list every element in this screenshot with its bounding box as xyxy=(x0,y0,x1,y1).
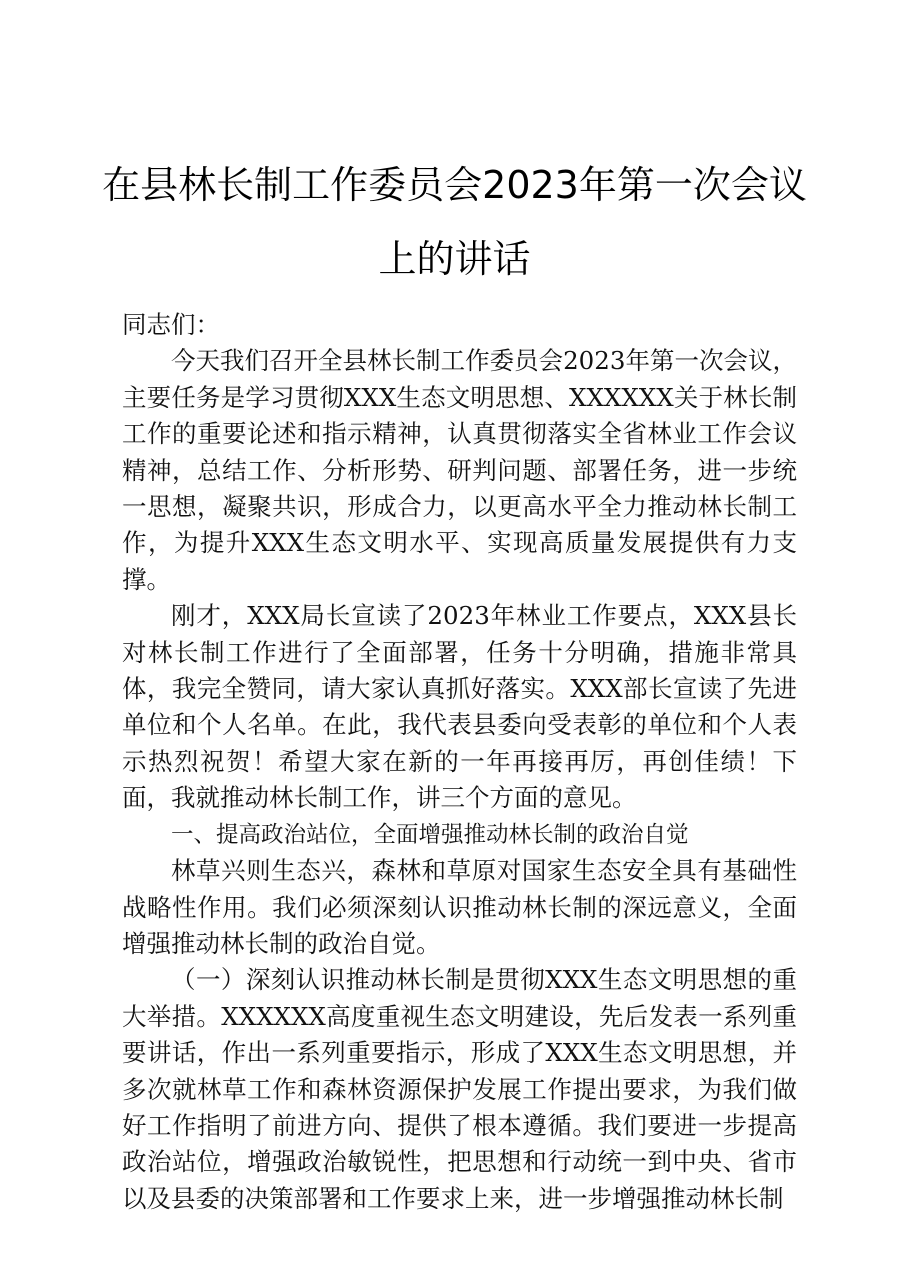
paragraph-opening: 今天我们召开全县林长制工作委员会2023年第一次会议，主要任务是学习贯彻XXX生态文明思想、XXXXXX关于林长制工作的重要论述和指示精神，认真贯彻落实全省林业工作会议精神，总结工作、分析形势、研判问题、部署任务，进一步统一思想，凝聚共识，形成合力，以更高水平全力推动林长制工作，为提升XXX生态文明水平、实现高质量发展提供有力支撑。 xyxy=(122,346,797,594)
document-title: 在县林长制工作委员会2023年第一次会议上的讲话 xyxy=(102,163,807,281)
section-heading: 一、提高政治站位，全面增强推动林长制的政治自觉 xyxy=(171,821,689,848)
document-body xyxy=(122,307,797,1217)
paragraph-remarks: 刚才，XXX局长宣读了2023年林业工作要点，XXX县长对林长制工作进行了全面部署，任务十分明确，措施非常具体，我完全赞同，请大家认真抓好落实。XXX部长宣读了先进单位和个人名单。在此，我代表县委向受表彰的单位和个人表示热烈祝贺！希望大家在新的一年再接再厉，再创佳绩！下面，我就推动林长制工作，讲三个方面的意见。 xyxy=(122,601,797,813)
paragraph-subsection-one: （一）深刻认识推动林长制是贯彻XXX生态文明思想的重大举措。XXXXXX高度重视生态文明建设，先后发表一系列重要讲话，作出一系列重要指示，形成了XXX生态文明思想，并多次就林草工作和森林资源保护发展工作提出要求，为我们做好工作指明了前进方向、提供了根本遵循。我们要进一步提高政治站位，增强政治敏锐性，把思想和行动统一到中央、省市以及县委的决策部署和工作要求上来，进一步增强推动林长制 xyxy=(122,965,797,1213)
paragraph-section-intro: 林草兴则生态兴，森林和草原对国家生态安全具有基础性战略性作用。我们必须深刻认识推动林长制的深远意义，全面增强推动林长制的政治自觉。 xyxy=(122,856,797,958)
salutation: 同志们： xyxy=(122,310,220,339)
